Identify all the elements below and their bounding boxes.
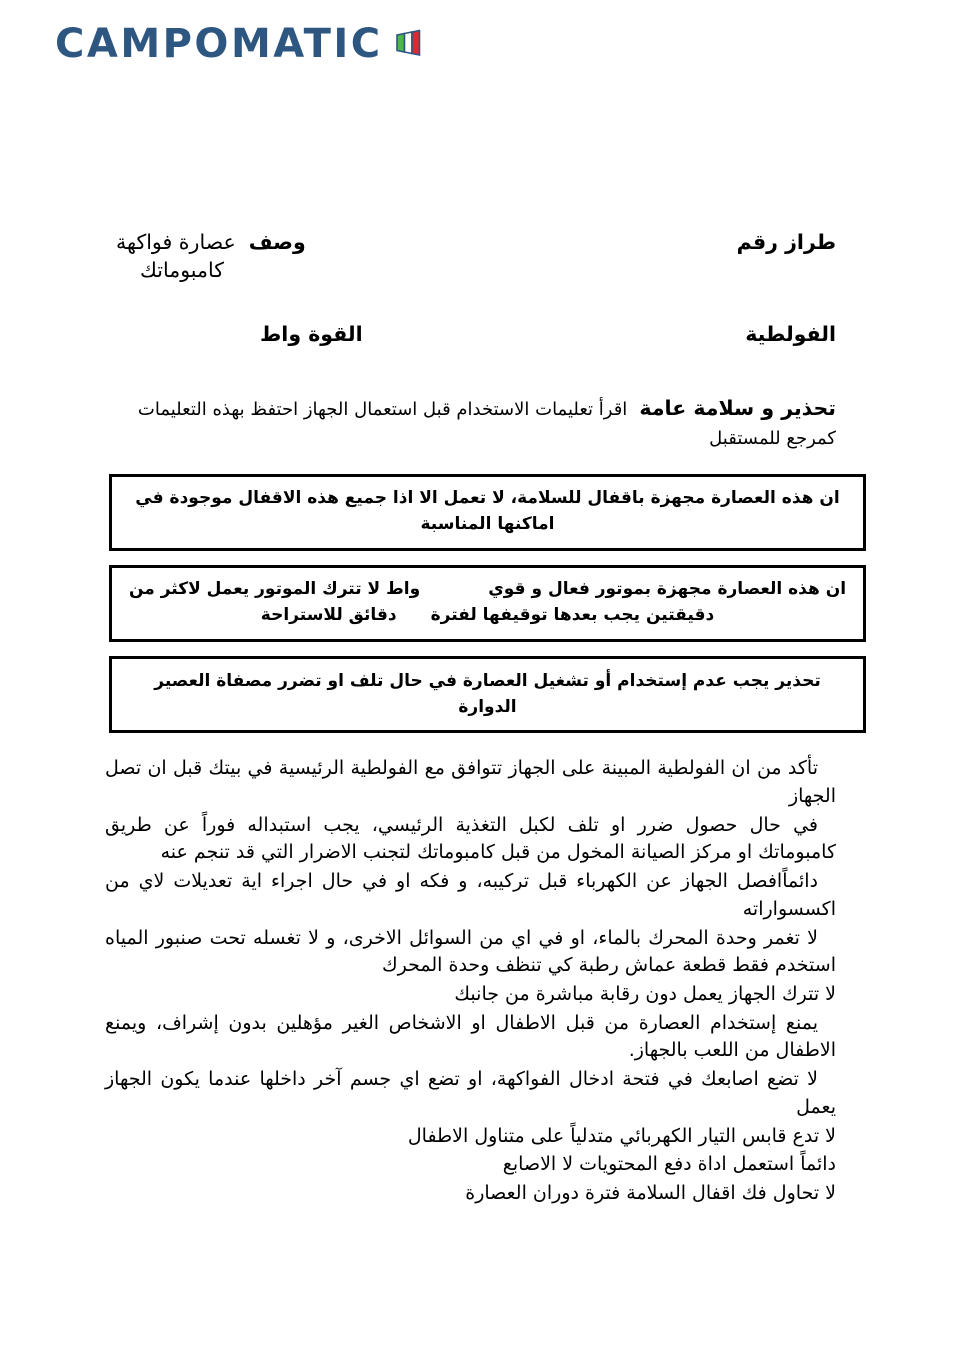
- instruction-disconnect-before-assembly: دائماًافصل الجهاز عن الكهرباء قبل تركيبه، و فكه او في حال اجراء اية تعديلات لاي من اكسسواراته: [105, 870, 836, 920]
- description-line: [116, 228, 621, 257]
- safety-locks-notice: [109, 474, 866, 551]
- description-cell: [110, 228, 621, 284]
- model-number-cell: [621, 228, 836, 257]
- general-warning-heading: تحذير و سلامة عامة: [639, 395, 836, 420]
- motor-duty-notice-text-3: دقائق للاستراحة: [260, 604, 397, 625]
- brand-header: [0, 20, 954, 80]
- instruction-voltage-check: تأكد من ان الفولطية المبينة على الجهاز تتوافق مع الفولطية الرئيسية في بيتك قبل ان تصل الجهاز: [105, 757, 836, 807]
- spec-row-model: [0, 228, 954, 284]
- voltage-label: الفولطية: [745, 321, 836, 346]
- campomatic-logo: [55, 21, 427, 67]
- power-cell: [110, 320, 621, 349]
- voltage-cell: [621, 320, 836, 349]
- damaged-sieve-notice-text: تحذير يجب عدم إستخدام أو تشغيل العصارة في حال تلف او تضرر مصفاة العصير الدوارة: [154, 671, 821, 717]
- notice-boxes: [0, 474, 954, 733]
- general-warning-paragraph: [0, 393, 954, 452]
- damaged-sieve-notice: [109, 656, 866, 733]
- power-label: القوة واط: [260, 321, 363, 346]
- spec-row-power: [0, 320, 954, 349]
- motor-duty-notice-text-1: ان هذه العصارة مجهزة بموتور فعال و قوي: [488, 579, 847, 600]
- instruction-supervision-required: لا تترك الجهاز يعمل دون رقابة مباشرة من جانبك: [454, 982, 836, 1005]
- general-warning-body: اقرأ تعليمات الاستخدام قبل استعمال الجهاز احتفظ بهذه التعليمات كمرجع للمستقبل: [137, 398, 836, 449]
- instruction-damaged-cord: في حال حصول ضرر او تلف لكبل التغذية الرئيسي، يجب استبداله فوراً عن طريق كامبوماتك او مركز الصيانة المخول من قبل كامبوماتك لتجنب الاضرار التي قد تنجم عنه: [105, 813, 836, 864]
- motor-duty-notice-text-2: واط لا تترك الموتور يعمل لاكثر من دقيقتين يجب بعدها توقيفها لفترة: [128, 579, 715, 625]
- instruction-no-fingers-in-chute: لا تضع اصابعك في فتحة ادخال الفواكهة، او تضع اي جسم آخر داخلها عندما يكون الجهاز يعمل: [105, 1068, 836, 1118]
- campomatic-wordmark: CAMPOMATIC: [55, 21, 383, 67]
- instruction-use-pusher: دائماً استعمل اداة دفع المحتويات لا الاصابع: [502, 1153, 836, 1176]
- safety-locks-notice-text: ان هذه العصارة مجهزة باقفال للسلامة، لا تعمل الا اذا جميع هذه الاقفال موجودة في اماكنها المناسبة: [135, 488, 840, 534]
- instruction-no-immersion: لا تغمر وحدة المحرك بالماء، او في اي من السوائل الاخرى، و لا تغسله تحت صنبور المياه استخدم فقط قطعة عماش رطبة كي تنظف وحدة المحرك: [105, 926, 836, 977]
- model-number-label: طراز رقم: [736, 230, 836, 254]
- instruction-children-and-unqualified: يمنع إستخدام العصارة من قبل الاطفال او الاشخاص الغير مؤهلين بدون إشراف، ويمنع الاطفال من اللعب بالجهاز.: [105, 1011, 836, 1062]
- document-body: [0, 228, 954, 1209]
- description-value-line2: كامبوماتك: [140, 258, 224, 283]
- description-label: وصف: [248, 230, 306, 254]
- instruction-list: [0, 755, 954, 1208]
- motor-duty-notice: [109, 565, 866, 642]
- instruction-cord-out-of-reach: لا تدع قابس التيار الكهربائي متدلياً على متناول الاطفال: [407, 1124, 836, 1147]
- instruction-no-unlocking-while-spinning: لا تحاول فك اقفال السلامة فترة دوران العصارة: [465, 1182, 836, 1205]
- description-value: عصارة فواكهة: [116, 230, 236, 254]
- italian-flag-icon: [393, 25, 427, 63]
